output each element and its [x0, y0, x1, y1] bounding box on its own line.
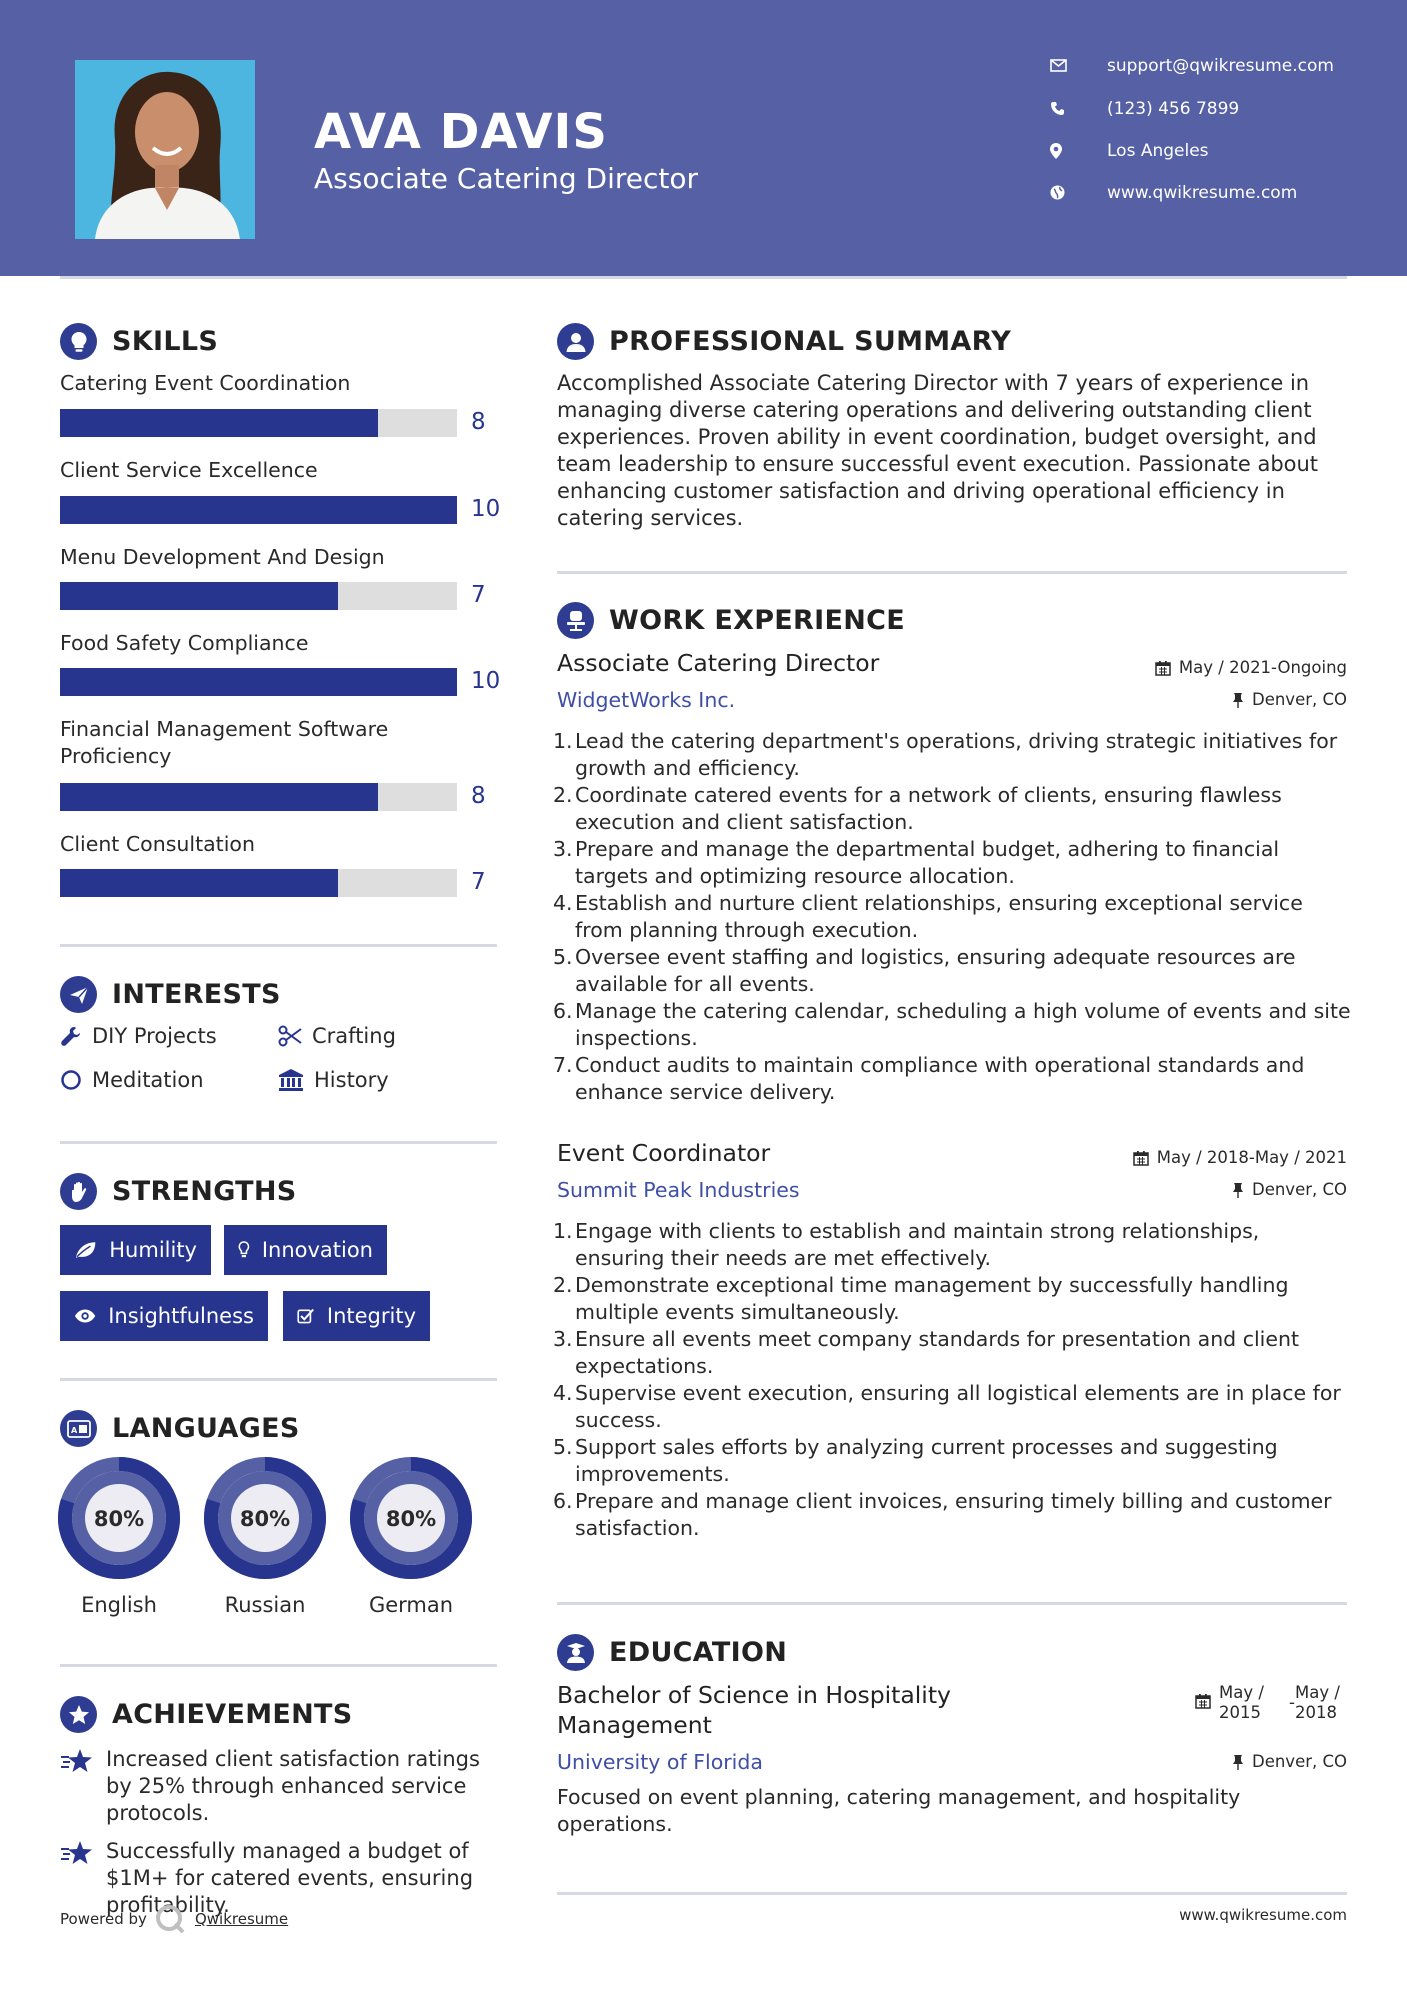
scissors-icon: [278, 1025, 302, 1047]
list-item: 4. Establish and nurture client relationships, ensuring exceptional service from planning through execution.: [553, 891, 1303, 942]
powered-by: [60, 1904, 288, 1934]
user-icon: [557, 323, 594, 360]
contact-location-text: Los Angeles: [1107, 141, 1209, 161]
mail-icon: [1050, 59, 1080, 72]
job-location-text: Denver, CO: [1251, 1180, 1347, 1199]
lightbulb-icon: [60, 323, 97, 360]
powered-by-label: Powered by: [60, 1910, 147, 1928]
brand-link[interactable]: Qwikresume: [194, 1910, 289, 1928]
skill-bar: [60, 582, 457, 610]
language-name: English: [81, 1593, 157, 1617]
language-percent: 80%: [385, 1507, 437, 1531]
calendar-icon: [1133, 1150, 1149, 1166]
skill-bar-fill: [60, 582, 338, 610]
summary-heading: [557, 323, 1011, 360]
skills-title: SKILLS: [112, 326, 219, 357]
section-divider: [60, 944, 497, 947]
skill-value: 8: [471, 783, 486, 809]
skill-name: Client Consultation: [60, 832, 255, 856]
section-divider: [60, 1141, 497, 1144]
interest-label: Crafting: [312, 1024, 396, 1048]
contact-website[interactable]: [1050, 182, 1298, 203]
skill-bar: [60, 869, 457, 897]
strength-tag: [224, 1225, 387, 1275]
museum-icon: [278, 1068, 304, 1092]
education-description: Focused on event planning, catering management, and hospitality operations.: [557, 1785, 1241, 1836]
interest-label: History: [314, 1068, 389, 1092]
language-name: Russian: [224, 1593, 306, 1617]
experience-title: WORK EXPERIENCE: [609, 605, 905, 636]
eye-icon: [74, 1308, 96, 1324]
education-date-start: May / 2015: [1219, 1683, 1264, 1722]
location-icon: [1050, 143, 1080, 159]
education-title: EDUCATION: [609, 1637, 788, 1668]
paper-plane-icon: [60, 976, 97, 1013]
list-item: 1. Lead the catering department's operations, driving strategic initiatives for growth and efficiency.: [553, 729, 1338, 780]
skill-bar-fill: [60, 783, 378, 811]
language-name: German: [368, 1593, 454, 1617]
language-icon: [60, 1410, 97, 1447]
skill-bar: [60, 409, 457, 437]
star-icon: [60, 1840, 94, 1866]
languages-title: LANGUAGES: [112, 1413, 300, 1444]
skill-name: Client Service Excellence: [60, 458, 318, 482]
interest-item: [278, 1068, 389, 1092]
list-item: 6. Prepare and manage client invoices, ensuring timely billing and customer satisfaction.: [553, 1489, 1332, 1540]
graduate-icon: [557, 1634, 594, 1671]
skill-bar-fill: [60, 496, 457, 524]
list-item: 4. Supervise event execution, ensuring all logistical elements are in place for success.: [553, 1381, 1341, 1432]
strength-tag: [283, 1291, 430, 1341]
strengths-title: STRENGTHS: [112, 1176, 297, 1207]
strength-label: Insightfulness: [108, 1304, 254, 1328]
language-ring: [204, 1457, 326, 1579]
wrench-icon: [60, 1025, 82, 1047]
list-item: 5. Oversee event staffing and logistics, ensuring adequate resources are available for all events.: [553, 945, 1296, 996]
job-responsibilities: [553, 728, 1353, 1106]
interest-item: [278, 1024, 396, 1048]
achievement-item: [60, 1746, 490, 1827]
list-item: 2. Coordinate catered events for a network of clients, ensuring flawless execution and client satisfaction.: [553, 783, 1282, 834]
skill-value: 10: [471, 496, 501, 522]
job-company[interactable]: Summit Peak Industries: [557, 1178, 800, 1202]
star-badge-icon: [60, 1696, 97, 1733]
calendar-icon: [1195, 1693, 1211, 1709]
job-title: Event Coordinator: [557, 1139, 771, 1167]
list-item: 3. Prepare and manage the departmental budget, adhering to financial targets and optimizing resource allocation.: [553, 837, 1280, 888]
skills-heading: [60, 323, 218, 360]
pin-icon: [1232, 1754, 1244, 1770]
job-responsibilities: [553, 1218, 1353, 1542]
job-location: [1232, 1180, 1347, 1199]
candidate-name: AVA DAVIS: [314, 104, 608, 160]
skill-name: Food Safety Compliance: [60, 631, 309, 655]
summary-title: PROFESSIONAL SUMMARY: [609, 326, 1012, 357]
education-date-end: May / 2018: [1295, 1683, 1340, 1722]
strength-tag: [60, 1225, 211, 1275]
degree-title: Bachelor of Science in Hospitality Management: [557, 1681, 951, 1739]
calendar-icon: [1155, 660, 1171, 676]
school-name[interactable]: University of Florida: [557, 1750, 763, 1774]
job-title: Associate Catering Director: [557, 649, 880, 677]
contact-location[interactable]: [1050, 141, 1209, 161]
leaf-icon: [74, 1240, 97, 1260]
skill-bar-fill: [60, 869, 338, 897]
achievements-title: ACHIEVEMENTS: [112, 1699, 353, 1730]
hand-icon: [60, 1173, 97, 1210]
phone-icon: [1050, 101, 1080, 116]
profile-photo: [75, 60, 255, 239]
qwikresume-logo-icon: [153, 1904, 189, 1934]
education-date: [1195, 1683, 1347, 1723]
contact-email-text: support@qwikresume.com: [1107, 55, 1334, 76]
summary-text: Accomplished Associate Catering Director with 7 years of experience in managing diverse catering operations and delivering outstanding client experiences. Proven ability in event coordination, budget oversight, and team leadership to ensure successful event execution. Passionate about enhancing customer satisfaction and driving operational efficiency in catering services.: [557, 371, 1319, 530]
section-divider: [557, 1892, 1347, 1895]
footer-website[interactable]: www.qwikresume.com: [1179, 1906, 1347, 1924]
interest-item: [60, 1024, 217, 1048]
education-date-sep: -: [1289, 1693, 1295, 1712]
resume-header: [0, 0, 1407, 276]
list-item: 7. Conduct audits to maintain compliance with operational standards and enhance service delivery.: [553, 1053, 1305, 1104]
language-percent: 80%: [239, 1507, 291, 1531]
education-location: [1232, 1752, 1347, 1771]
education-heading: [557, 1634, 787, 1671]
skill-value: 8: [471, 409, 486, 435]
star-icon: [60, 1748, 94, 1774]
list-item: 2. Demonstrate exceptional time management by successfully handling multiple events simultaneously.: [553, 1273, 1289, 1324]
list-item: 5. Support sales efforts by analyzing current processes and suggesting improvements.: [553, 1435, 1278, 1486]
interests-heading: [60, 976, 281, 1013]
list-item: 6. Manage the catering calendar, scheduling a high volume of events and site inspections.: [553, 999, 1351, 1050]
achievement-text: Successfully managed a budget of $1M+ for catered events, ensuring profitability.: [106, 1839, 474, 1917]
candidate-title: Associate Catering Director: [314, 162, 699, 195]
skill-name: Financial Management Software Proficiency: [60, 717, 389, 768]
contact-phone[interactable]: [1050, 98, 1240, 119]
strengths-heading: [60, 1173, 297, 1210]
experience-heading: [557, 602, 905, 639]
job-date-text: May / 2018-May / 2021: [1156, 1148, 1347, 1167]
skill-value: 10: [471, 668, 501, 694]
skill-name: Catering Event Coordination: [60, 371, 351, 395]
interests-title: INTERESTS: [112, 979, 281, 1010]
job-date-text: May / 2021-Ongoing: [1178, 658, 1347, 677]
section-divider: [60, 1664, 497, 1667]
achievements-heading: [60, 1696, 353, 1733]
languages-heading: [60, 1410, 300, 1447]
contact-phone-text: (123) 456 7899: [1107, 98, 1240, 119]
interest-item: [60, 1068, 204, 1092]
achievement-text: Increased client satisfaction ratings by 25% through enhanced service protocols.: [106, 1747, 480, 1825]
globe-icon: [1050, 185, 1080, 200]
pin-icon: [1232, 692, 1244, 708]
job-date: [1133, 1148, 1347, 1167]
skill-bar: [60, 496, 457, 524]
list-item: 3. Ensure all events meet company standards for presentation and client expectations.: [553, 1327, 1300, 1378]
svg-text:A: A: [70, 1425, 77, 1435]
contact-website-text: www.qwikresume.com: [1107, 182, 1298, 203]
language-percent: 80%: [93, 1507, 145, 1531]
job-date: [1155, 658, 1347, 677]
checkbox-icon: [297, 1306, 315, 1326]
strength-tag: [60, 1291, 268, 1341]
lightbulb-icon: [238, 1239, 250, 1261]
strength-label: Innovation: [261, 1238, 373, 1262]
strength-label: Humility: [109, 1238, 197, 1262]
circle-icon: [60, 1069, 82, 1091]
section-divider: [557, 571, 1347, 574]
pin-icon: [1232, 1182, 1244, 1198]
skill-bar: [60, 668, 457, 696]
skill-bar: [60, 783, 457, 811]
skill-bar-fill: [60, 668, 457, 696]
education-location-text: Denver, CO: [1251, 1752, 1347, 1771]
skill-value: 7: [471, 869, 486, 895]
strength-label: Integrity: [326, 1304, 416, 1328]
chair-icon: [557, 602, 594, 639]
job-location: [1232, 690, 1347, 709]
header-divider: [60, 276, 1347, 279]
interest-label: DIY Projects: [92, 1024, 217, 1048]
skill-bar-fill: [60, 409, 378, 437]
job-location-text: Denver, CO: [1251, 690, 1347, 709]
interest-label: Meditation: [92, 1068, 204, 1092]
language-ring: [350, 1457, 472, 1579]
skill-value: 7: [471, 582, 486, 608]
skill-name: Menu Development And Design: [60, 545, 385, 569]
job-company[interactable]: WidgetWorks Inc.: [557, 688, 736, 712]
language-ring: [58, 1457, 180, 1579]
contact-email[interactable]: [1050, 55, 1334, 76]
section-divider: [557, 1602, 1347, 1605]
list-item: 1. Engage with clients to establish and maintain strong relationships, ensuring their needs are met effectively.: [553, 1219, 1260, 1270]
section-divider: [60, 1378, 497, 1381]
